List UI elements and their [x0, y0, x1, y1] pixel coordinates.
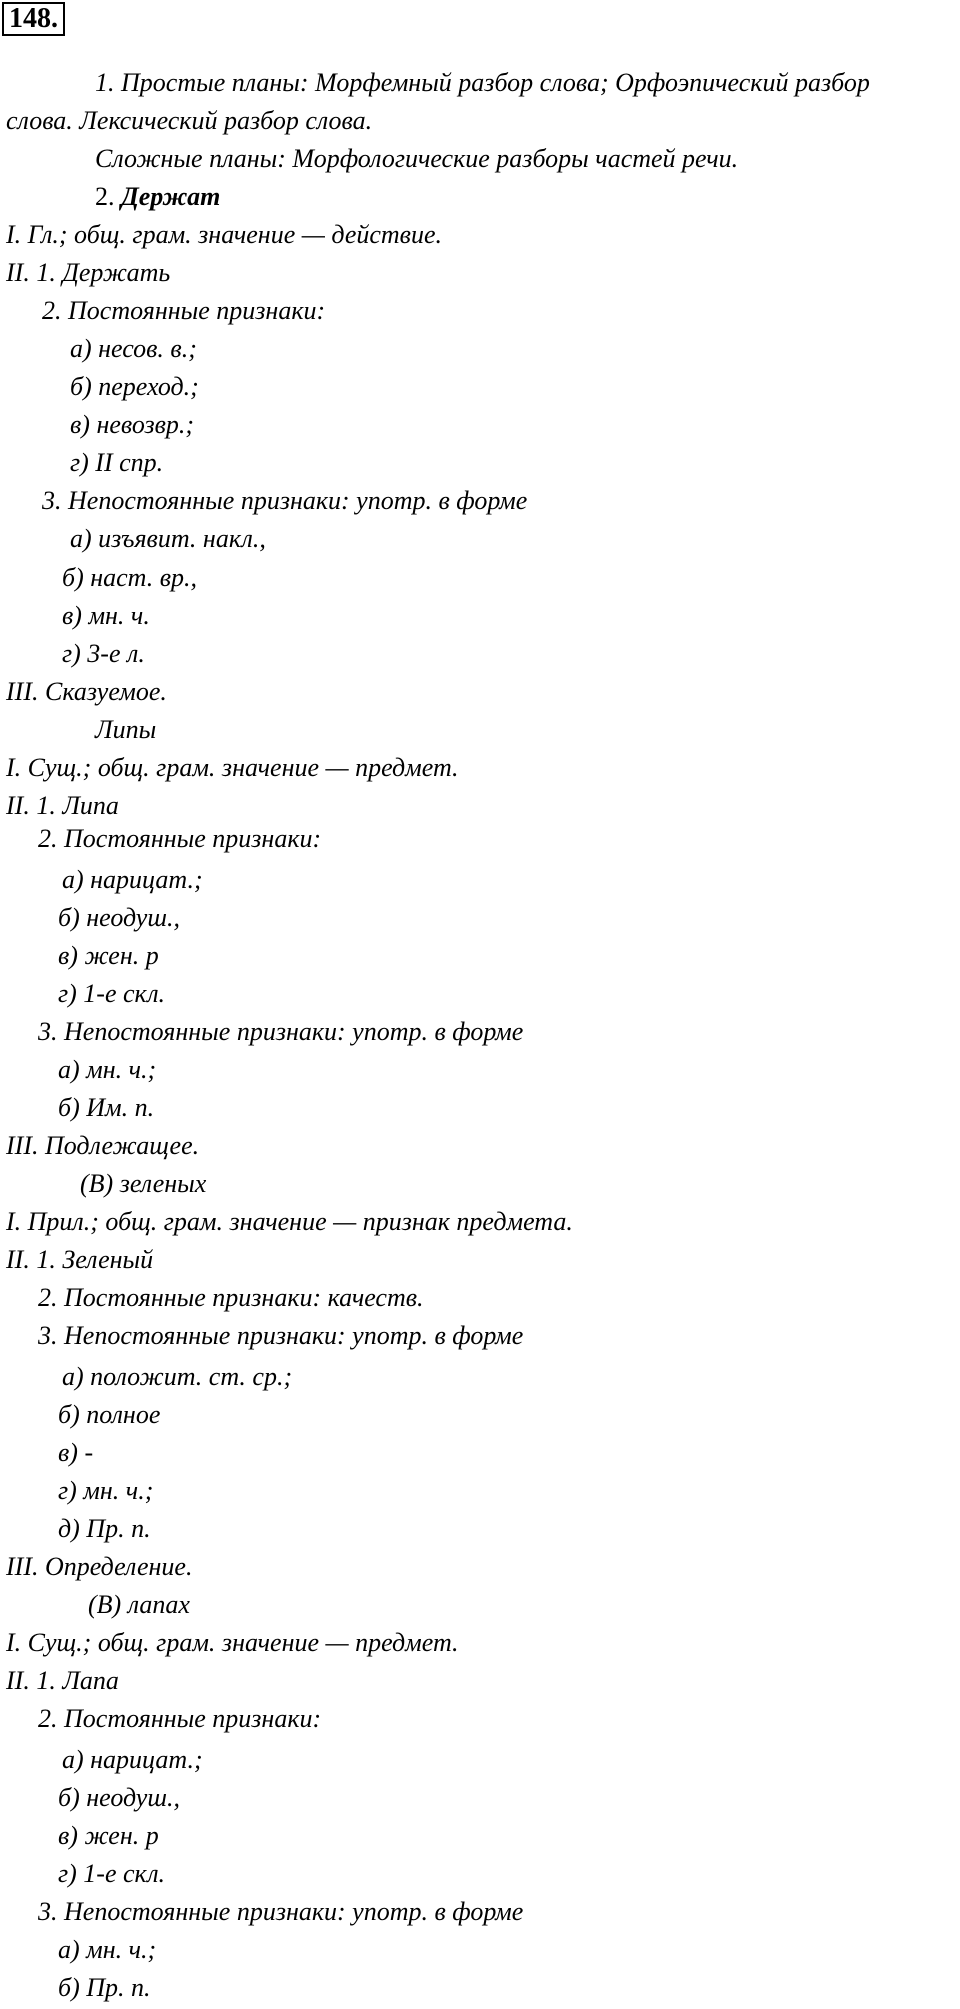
text-line: а) положит. ст. ср.;: [62, 1362, 293, 1391]
text-line: I. Сущ.; общ. грам. значение — предмет.: [6, 1628, 459, 1657]
text-line: II. 1. Лапа: [6, 1666, 119, 1695]
text-line: слова. Лексический разбор слова.: [6, 106, 373, 135]
text-line: г) 1-е скл.: [58, 979, 166, 1008]
word-heading: Держат: [121, 182, 221, 211]
text-line: б) Им. п.: [58, 1093, 155, 1122]
text-line: г) 3-е л.: [62, 639, 145, 668]
text-line: б) Пр. п.: [58, 1973, 151, 2002]
text-line: б) неодуш.,: [58, 903, 180, 932]
word-heading: (В) лапах: [88, 1590, 190, 1619]
text-line: а) нарицат.;: [62, 865, 203, 894]
item-number: 2.: [95, 182, 115, 211]
text-line: а) изъявит. накл.,: [70, 524, 266, 553]
text-line: г) мн. ч.;: [58, 1476, 154, 1505]
text-line: 3. Непостоянные признаки: употр. в форме: [38, 1321, 524, 1350]
text-line: 2. Постоянные признаки: качеств.: [38, 1283, 424, 1312]
text-line: II. 1. Липа: [6, 791, 119, 820]
text-line: б) переход.;: [70, 372, 199, 401]
text-line: а) несов. в.;: [70, 334, 197, 363]
text-line: а) нарицат.;: [62, 1745, 203, 1774]
text-line: в) жен. р: [58, 941, 159, 970]
text-line: III. Сказуемое.: [6, 677, 167, 706]
text-line: Сложные планы: Морфологические разборы частей речи.: [95, 144, 739, 173]
text-line: II. 1. Зеленый: [6, 1245, 154, 1274]
text-line: 3. Непостоянные признаки: употр. в форме: [42, 486, 528, 515]
text-line: г) 1-е скл.: [58, 1859, 166, 1888]
text-line: 2. Постоянные признаки:: [42, 296, 326, 325]
text-line: в) невозвр.;: [70, 410, 195, 439]
word-heading: (В) зеленых: [80, 1169, 207, 1198]
text-line: II. 1. Держать: [6, 258, 171, 287]
text-line: I. Прил.; общ. грам. значение — признак предмета.: [6, 1207, 573, 1236]
text-line: г) II спр.: [70, 448, 164, 477]
word-heading: Липы: [95, 715, 157, 744]
text-line: б) наст. вр.,: [62, 563, 198, 592]
text-line: а) мн. ч.;: [58, 1055, 157, 1084]
text-line: 3. Непостоянные признаки: употр. в форме: [38, 1017, 524, 1046]
text-line: б) полное: [58, 1400, 161, 1429]
text-line: в) -: [58, 1438, 94, 1467]
text-line: а) мн. ч.;: [58, 1935, 157, 1964]
text-line: I. Гл.; общ. грам. значение — действие.: [6, 220, 443, 249]
exercise-number: 148.: [2, 2, 65, 36]
text-line: в) жен. р: [58, 1821, 159, 1850]
text-line: 3. Непостоянные признаки: употр. в форме: [38, 1897, 524, 1926]
text-line: б) неодуш.,: [58, 1783, 180, 1812]
text-line: 2. Постоянные признаки:: [38, 824, 322, 853]
text-line: III. Подлежащее.: [6, 1131, 200, 1160]
text-line: в) мн. ч.: [62, 601, 150, 630]
text-line: д) Пр. п.: [58, 1514, 151, 1543]
text-line: 2. Постоянные признаки:: [38, 1704, 322, 1733]
text-line: III. Определение.: [6, 1552, 193, 1581]
text-line: 1. Простые планы: Морфемный разбор слова; Орфоэпический разбор: [95, 68, 870, 97]
text-line: I. Сущ.; общ. грам. значение — предмет.: [6, 753, 459, 782]
text-line: [95, 182, 220, 212]
